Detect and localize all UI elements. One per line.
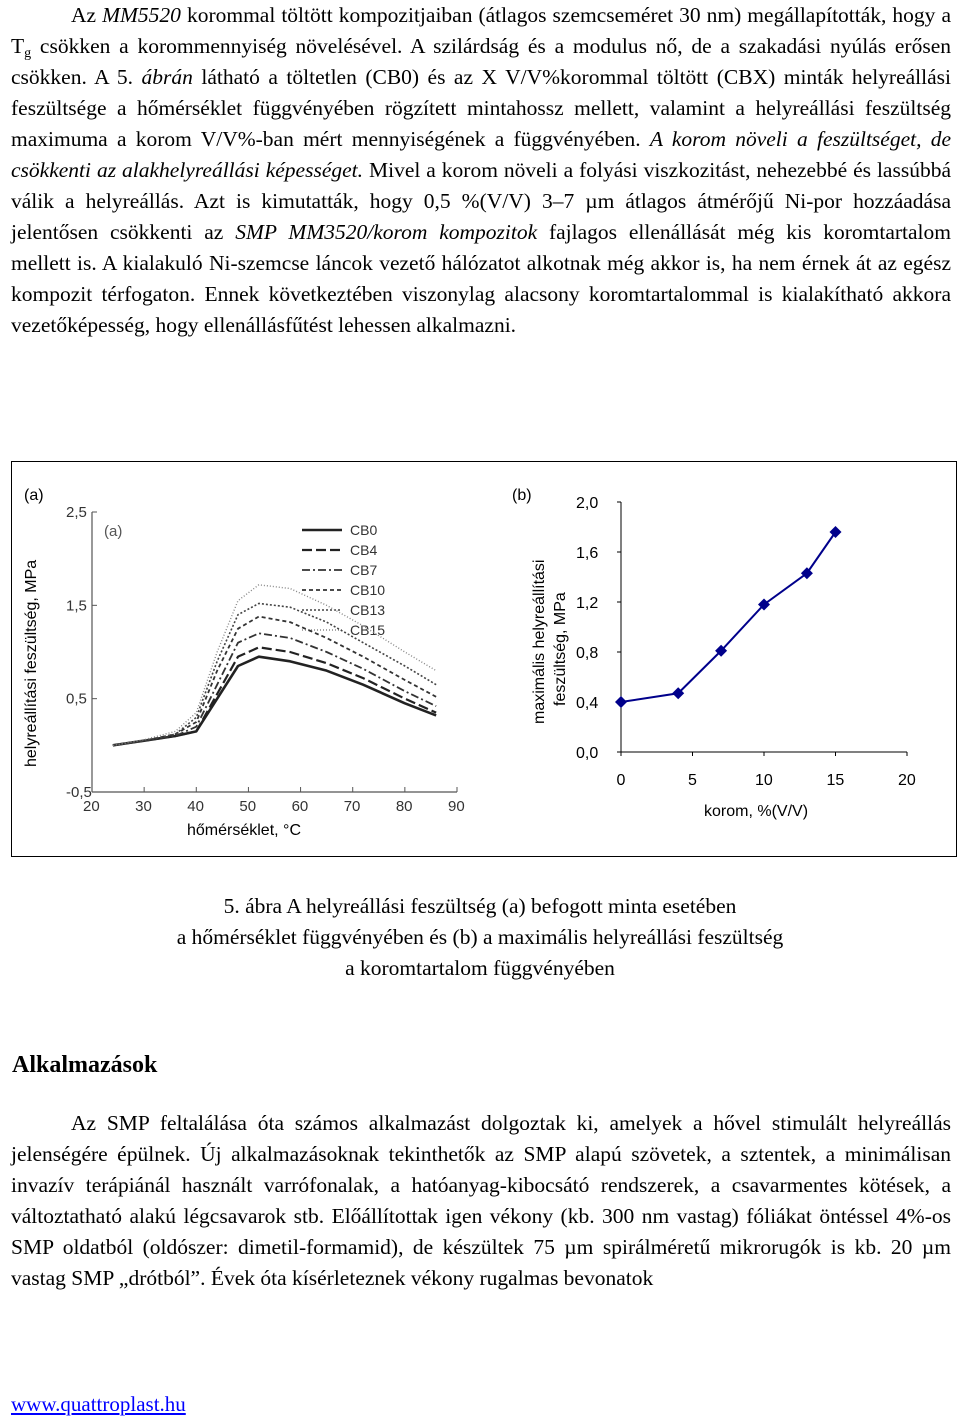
figure-caption	[0, 891, 960, 984]
chart-b-y-tick-label: 2,0	[576, 495, 599, 512]
chart-b-ylabel-line1: maximális helyreállítási	[531, 559, 548, 724]
caption-line-2: a hőmérséklet függvényében és (b) a maximális helyreállási feszültség	[176, 925, 784, 949]
chart-a-inner-label: (a)	[104, 523, 123, 540]
body-paragraph-1: Az MM5520 korommal töltött kompozitjaiban (átlagos szemcseméret 30 nm) megállapították, hogy a $T_g$ csökken a korommennyiség növelésével. A szilárdság és a modulus nő, de a szakadási nyúlás erősen csökken. A 5. ábrán látható a töltetlen (CB0) és az X V/V%korommal töltött (CBX) minták helyreállási feszültsége a hőmérséklet függvényében rögzített mintahossz mellett, valamint a helyreállási feszültség maximuma a korom V/V%-ban mért mennyiségének a függvényében. A korom növeli a feszültséget, de csökkenti az alakhelyreállási képességet. Mivel a korom növeli a folyási viszkozitást, nehezebbé és lassúbbá válik a helyreállás. Azt is kimutatták, hogy 0,5 %(V/V) 3–7 µm átlagos átmérőjű Ni-por hozzáadása jelentősen csökkenti az SMP MM3520/korom kompozitok fajlagos ellenállását még kis koromtartalom mellett is. A kialakuló Ni-szemcse láncok vezető hálózatot alkotnak még akkor is, ha nem érnek át az egész kompozit térfogaton. Ennek következtében viszonylag alacsony koromtartalommal is kialakítható akkora vezetőképesség, hogy ellenállásfűtést lehessen alkalmazni.	[11, 3, 952, 337]
series-line-cb13	[113, 603, 436, 745]
panel-a-label: (a)	[24, 487, 44, 504]
legend-label-cb13: CB13	[350, 602, 386, 618]
chart-b-series-line	[621, 532, 836, 702]
chart-b-x-tick-label: 10	[755, 772, 773, 789]
chart-a-x-tick-label: 80	[395, 798, 413, 815]
chart-b-point	[615, 696, 627, 708]
chart-a-y-tick-label: 0,5	[66, 690, 87, 708]
legend-label-cb10: CB10	[350, 582, 386, 598]
chart-b-y-tick-label: 0,4	[576, 695, 599, 712]
section-heading: Alkalmazások	[12, 1052, 158, 1078]
chart-b-y-tick-label: 0,8	[576, 645, 599, 662]
chart-a-x-tick-label: 30	[135, 798, 152, 815]
figure-5	[11, 461, 957, 857]
chart-b-x-tick-label: 20	[898, 772, 916, 789]
chart-a-y-tick-label: 1,5	[66, 597, 87, 615]
chart-a-x-tick-label: 50	[239, 798, 257, 815]
caption-line-1: 5. ábra A helyreállási feszültség (a) befogott minta esetében	[223, 894, 737, 918]
chart-b-point	[830, 526, 842, 538]
chart-a-x-tick-label: 60	[291, 798, 309, 815]
legend-label-cb0: CB0	[350, 522, 378, 538]
chart-b-y-tick-label: 1,6	[576, 545, 599, 562]
chart-b-xlabel: korom, %(V/V)	[704, 803, 809, 820]
footer-link[interactable]: www.quattroplast.hu	[11, 1392, 186, 1416]
chart-a	[66, 504, 465, 815]
panel-b-label: (b)	[512, 487, 532, 504]
chart-b-y-tick-label: 0,0	[576, 745, 599, 762]
chart-a-y-tick-label: -0,5	[66, 784, 92, 801]
chart-a-y-tick-label: 2,5	[66, 504, 87, 521]
chart-b-y-tick-label: 1,2	[576, 595, 599, 612]
chart-a-x-tick-label: 90	[448, 798, 465, 815]
caption-line-3: a koromtartalom függvényében	[345, 956, 615, 980]
body-paragraph-2: Az SMP feltalálása óta számos alkalmazást dolgoztak ki, amelyek a hővel stimulált helyreállás jelenségére épülnek. Új alkalmazásoknak tekinthetők az SMP alapú szövetek, a sztentek, a minimálisan invazív terápiánál használt varrófonalak, a hatóanyag-kibocsátó rendszerek, a csavarmentes kötések, a változtatható alakú légcsavarok stb. Előállítottak igen vékony (kb. 300 nm vastag) fóliákat öntéssel 4%-os SMP oldatból (oldószer: dimetil-formamid), de készültek 75 µm spirálméretű mikrorugók is kb. 20 µm vastag SMP „drótból”. Évek óta kísérleteznek vékony rugalmas bevonatok	[11, 1111, 951, 1290]
legend-label-cb15: CB15	[350, 622, 386, 638]
legend-label-cb7: CB7	[350, 562, 378, 578]
chart-a-x-tick-label: 40	[187, 798, 204, 815]
chart-b-x-tick-label: 0	[616, 772, 626, 789]
series-line-cb10	[113, 617, 436, 746]
chart-b-ylabel-line2: feszültség, MPa	[552, 592, 569, 706]
series-line-cb0	[113, 657, 436, 746]
chart-b-x-tick-label: 15	[826, 772, 845, 789]
chart-a-ylabel: helyreállítási feszültség, MPa	[23, 559, 40, 767]
chart-b-x-tick-label: 5	[688, 772, 697, 789]
legend-label-cb4: CB4	[350, 542, 378, 558]
chart-b	[576, 495, 916, 789]
series-line-cb15	[113, 585, 436, 746]
figure-svg	[12, 462, 956, 856]
chart-a-x-tick-label: 20	[83, 798, 100, 815]
chart-a-x-tick-label: 70	[343, 798, 361, 815]
chart-a-xlabel: hőmérséklet, °C	[187, 822, 301, 839]
